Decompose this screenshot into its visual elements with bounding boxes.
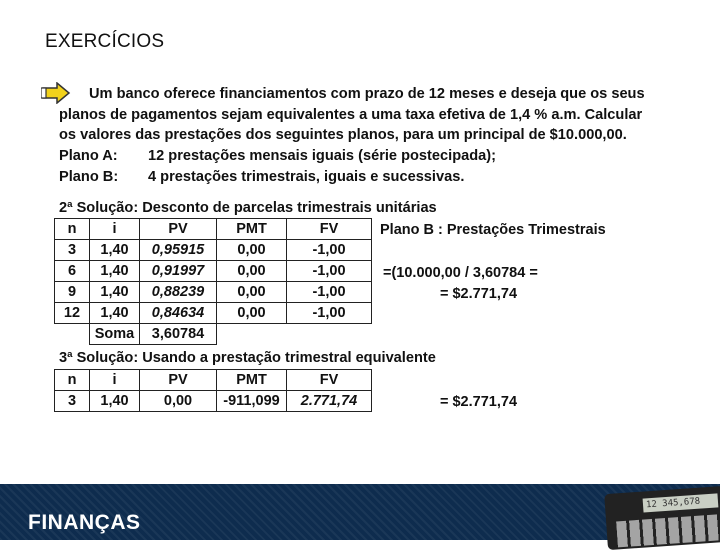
plan-b-label: Plano B: bbox=[59, 169, 119, 185]
header-pmt: PMT bbox=[217, 370, 287, 391]
plan-b-text: 4 prestações trimestrais, iguais e sucessivas. bbox=[148, 169, 465, 185]
cell-pv: 0,00 bbox=[140, 391, 217, 412]
cell-pmt: 0,00 bbox=[217, 282, 287, 303]
cell-fv: 2.771,74 bbox=[287, 391, 372, 412]
plan-a-label: Plano A: bbox=[59, 148, 118, 164]
result-text: = $2.771,74 bbox=[440, 286, 518, 302]
header-fv: FV bbox=[287, 370, 372, 391]
table-header-row bbox=[55, 219, 372, 240]
header-i: i bbox=[90, 370, 140, 391]
calculator-keys bbox=[616, 514, 720, 547]
solution-2-table bbox=[54, 218, 372, 345]
header-pmt: PMT bbox=[217, 219, 287, 240]
result-text-3: = $2.771,74 bbox=[440, 394, 518, 410]
solution-3-table bbox=[54, 369, 372, 412]
cell-n: 3 bbox=[55, 240, 90, 261]
header-n: n bbox=[55, 219, 90, 240]
header-pv: PV bbox=[140, 219, 217, 240]
cell-i: 1,40 bbox=[90, 282, 140, 303]
problem-statement bbox=[59, 84, 659, 146]
header-n: n bbox=[55, 370, 90, 391]
cell-fv: -1,00 bbox=[287, 282, 372, 303]
brand-logo: FINANÇAS bbox=[28, 511, 141, 534]
table-header-row bbox=[55, 370, 372, 391]
cell-pmt: 0,00 bbox=[217, 240, 287, 261]
plan-b bbox=[59, 169, 464, 185]
calculator-display: 12 345,678 bbox=[643, 493, 719, 512]
problem-line: os valores das prestações dos seguintes planos, para um principal de $10.000,00. bbox=[59, 127, 627, 143]
cell-fv: -1,00 bbox=[287, 303, 372, 324]
plan-b-title: Plano B : Prestações Trimestrais bbox=[380, 222, 606, 238]
solution-2-heading: 2ª Solução: Desconto de parcelas trimestrais unitárias bbox=[59, 200, 437, 216]
header-i: i bbox=[90, 219, 140, 240]
table-row bbox=[55, 391, 372, 412]
cell-n: 12 bbox=[55, 303, 90, 324]
cell-pv: 0,91997 bbox=[140, 261, 217, 282]
table-row bbox=[55, 282, 372, 303]
cell-n: 3 bbox=[55, 391, 90, 412]
cell-i: 1,40 bbox=[90, 303, 140, 324]
plan-a-text: 12 prestações mensais iguais (série postecipada); bbox=[148, 148, 496, 164]
table-row bbox=[55, 240, 372, 261]
cell-i: 1,40 bbox=[90, 261, 140, 282]
cell-i: 1,40 bbox=[90, 391, 140, 412]
cell-pv: 0,95915 bbox=[140, 240, 217, 261]
table-row bbox=[55, 261, 372, 282]
header-fv: FV bbox=[287, 219, 372, 240]
cell-n: 9 bbox=[55, 282, 90, 303]
solution-3-heading: 3ª Solução: Usando a prestação trimestral equivalente bbox=[59, 350, 436, 366]
cell-pmt: 0,00 bbox=[217, 303, 287, 324]
sum-value: 3,60784 bbox=[140, 324, 217, 345]
problem-line: planos de pagamentos sejam equivalentes a uma taxa efetiva de 1,4 % a.m. Calcular bbox=[59, 106, 643, 123]
cell-n: 6 bbox=[55, 261, 90, 282]
cell-fv: -1,00 bbox=[287, 261, 372, 282]
table-row bbox=[55, 303, 372, 324]
page-title: EXERCÍCIOS bbox=[45, 31, 165, 52]
header-pv: PV bbox=[140, 370, 217, 391]
cell-pv: 0,88239 bbox=[140, 282, 217, 303]
formula-text: =(10.000,00 / 3,60784 = bbox=[383, 265, 538, 281]
cell-pv: 0,84634 bbox=[140, 303, 217, 324]
calculator-icon bbox=[604, 486, 720, 550]
problem-line: Um banco oferece financiamentos com prazo de 12 meses e deseja que os seus bbox=[89, 86, 645, 102]
sum-row bbox=[55, 324, 372, 345]
cell-fv: -1,00 bbox=[287, 240, 372, 261]
cell-i: 1,40 bbox=[90, 240, 140, 261]
cell-pmt: 0,00 bbox=[217, 261, 287, 282]
plan-a bbox=[59, 148, 496, 164]
sum-label: Soma bbox=[90, 324, 140, 345]
cell-pmt: -911,099 bbox=[217, 391, 287, 412]
